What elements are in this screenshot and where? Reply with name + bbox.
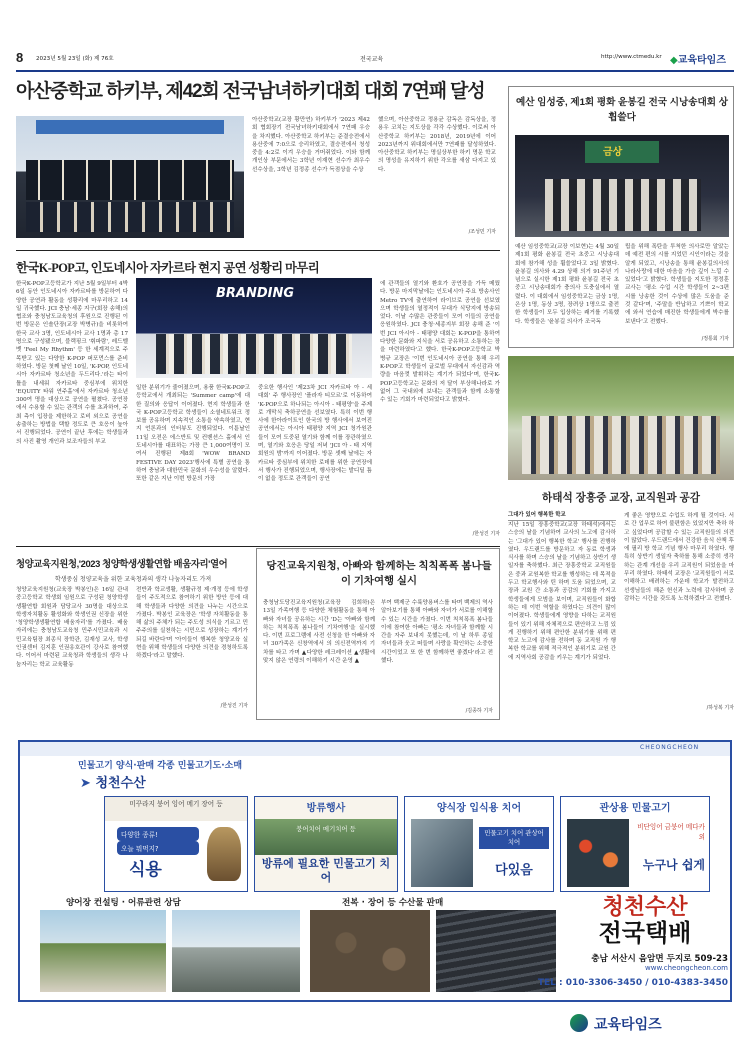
ad-box-fry bbox=[404, 796, 554, 892]
ad-phone[interactable]: TEL : 010-3306-3450 / 010-4383-3450 bbox=[537, 978, 728, 988]
article-title: 당진교육지원청, 아빠와 함께하는 칙칙폭폭 봄나들이 기차여행 실시 bbox=[266, 561, 492, 587]
article-title: 아산중학교 하키부, 제42회 전국남녀하키대회 대회 7연패 달성 bbox=[16, 81, 485, 102]
issue-date: 2023년 5월 23일 (화) 제 76호 bbox=[36, 56, 114, 62]
fish-icon: ➤ bbox=[80, 776, 91, 791]
box-main: 식용 bbox=[129, 860, 162, 880]
article-cheongyang bbox=[16, 552, 250, 720]
article-body-col2: 일한 분위기가 줄어졌으며, 용품 한국K-POP고등학교에서 개최되는 'Summer camp'에 대한 질의와 응답이 이어졌다. 현지 학생들과 한국 K-POP고등학교 학생들이 소셜네트워크 정보를 공유하며 지속적인 소통을 약속하였고, 현지 언론과의 인터뷰도 진행되었다. 이튿날인 11일 오전은 에스반트 및 컨벤션스 홀에서 인도네시아를 대표하는 가장 큰 1,000여명이 모여서 진행된 제8회 'WOW BRAND FESTIVE DAY 2023'행사에 특별 공연을 통하여 충남과 대한민국 문화의 우수성을 알렸다. 또한 같은 지난 이번 방문의 가장 bbox=[136, 385, 250, 483]
ad-box-release bbox=[254, 796, 398, 892]
page-header bbox=[16, 48, 734, 70]
box-sub: 민물고기 치어 관상어 치어 bbox=[479, 827, 549, 849]
article-body-col1: 충청남도당진교육지원청(교육장 김희하)은 13일 가족여행 등 다양한 체험활동을 통해 아빠와 자녀들 공유하는 시간 'D는 '아빠와 함께하는 칙칙폭폭 봄나들이 기차여행'을 실시했다. 이번 프로그램에 사전 신청을 한 아빠와 자녀 30가족은 신창역에서 의 의신전역까지 기차를 타고 가며 ▲다양한 레크레이션 ▲생활에 맞지 않은 연령의 이해하기 시간 운영 ▲ bbox=[263, 600, 375, 665]
box-main: 누구나 쉽게 bbox=[642, 858, 705, 872]
article-byline: /정통회 기자 bbox=[701, 336, 729, 342]
photo-sign: 금상 bbox=[603, 147, 623, 158]
ad-tagline: 민물고기 양식·판매 각종 민물고기도·소매 bbox=[78, 761, 243, 771]
box-badge: 오늘 뭐먹지? bbox=[117, 841, 199, 855]
ad-big-brand: 청천수산 bbox=[602, 895, 688, 920]
row-title: 전복 · 장어 등 수산물 판매 bbox=[342, 898, 444, 908]
article-byline: /김종하 기자 bbox=[465, 708, 493, 714]
article-byline: /하성복 기자 bbox=[706, 705, 734, 711]
contest-photo bbox=[515, 135, 729, 237]
article-byline: /한성진 기자 bbox=[472, 531, 500, 537]
footer-logo-text: 교육타임즈 bbox=[594, 1017, 662, 1033]
article-byline: /조성민 기자 bbox=[468, 229, 496, 235]
article-body-col2: 게 좋은 영향으로 수업도 하게 될 것이다. 서로 간 업무로 하여 불편함은 있었지만 축하 하고 싶었다며 공감할 수 있는 교직원들의 의견이 많았다. 우드랜드에서 건강한 음식 산책 후 에 필리 방 학교 기념 행사 마무리 하였다. 행 특히 상반기 생일자 축하를 통해 소중히 생각 하는 관계 개선을 우리 교직원이 되었음을 마무리 하였다. 하태석 교장은 '교직원들이 서로 이해하고 배려하는 가운데 학교가 발전하고 선생님들의 해준 헌신과 노력에 감사하며 공감하는 시간을 갖도록 노력하겠다'고 전했다. bbox=[624, 513, 734, 602]
box-badge: 다양한 종류! bbox=[117, 827, 199, 841]
pond-image bbox=[411, 819, 473, 887]
divider bbox=[16, 250, 500, 251]
article-subtitle: 그대가 있어 행복한 학교 bbox=[508, 510, 616, 521]
koi-image bbox=[567, 819, 629, 887]
logo-icon: ◆ bbox=[670, 55, 678, 66]
advertisement[interactable] bbox=[18, 740, 732, 1002]
kpop-photo: BRANDING bbox=[136, 278, 372, 378]
ad-box-ornamental bbox=[560, 796, 710, 892]
box-sub: 붕어치어 메기치어 등 bbox=[296, 825, 356, 833]
article-hockey bbox=[16, 76, 500, 244]
abalone-image bbox=[310, 910, 430, 992]
box-main: 방류에 필요한 민물고기 치어 bbox=[261, 857, 391, 884]
article-title: 청양교육지원청,'2023 청양학생생활연합 배움자리'열어 bbox=[16, 558, 228, 569]
box-title: 양식장 입식용 치어 bbox=[436, 803, 522, 814]
box-title: 미꾸라지 붕어 잉어 메기 장어 등 bbox=[105, 797, 247, 821]
header-rule bbox=[16, 70, 734, 72]
team-photo bbox=[16, 116, 244, 238]
article-body-col2: 전반과 학교생활, 생활규정 제·개정 등에 학생들이 주도적으로 참여하기 위한 방안 등에 대해 학생들과 다양한 의견을 나누는 시간으로 가졌다. 박봉인 교육장은 '학생 자치활동을 통해 삶의 주체가 되는 주도성 의식을 기르고 민주주의를 실천하는 시민으로 성장하는 계기가 되길 바란다'며 '아이들이 행복한 청양교육 실현을 위해 학생들의 다양한 의견을 경청하도록 하겠다'라고 말했다. bbox=[136, 587, 248, 660]
ad-consulting bbox=[40, 896, 300, 994]
page-number: 8 bbox=[16, 50, 24, 65]
article-body-col1: 아산중학교(교장 황만연) 하키부가 '2023 제42회 협회장기 전국남녀하키대회에서 7연패 우승을 차지했다. 아산중학교 하키부는 준결승전에서 용산중에 7:0으로 승리하였고, 결승전에서 청성중을 4:2로 이겨 우승을 거머쥐었다. 이와 함께 개인상 부문에서는 3학년 이재현 선수가 최우수 선수상을, 3학년 김정종 선수가 득점상을 수상 bbox=[252, 117, 370, 173]
ad-big-delivery: 전국택배 bbox=[598, 919, 692, 947]
article-body-col2: 부여 백제군 수륙양용버스를 타며 백제의 역사 알아보기를 통해 아빠와 자녀가 서로를 이해할 수 있는 시간을 가졌다. 이번 칙칙폭폭 봄나들이에 참여한 아빠는 '평소 자녀들과 함께할 시간을 자주 보내지 못했는데, 이 날 하루 종일 자녀들과 웃고 떠들며 사랑을 확인하는 소중한 시간이었고 또 한 번 함께하면 좋겠다'라고 전했다. bbox=[381, 600, 493, 665]
box-sub: 비단잉어 금붕어 메다카 외 bbox=[637, 823, 705, 841]
article-kpop bbox=[16, 254, 500, 540]
ad-box-edible bbox=[104, 796, 248, 892]
header-logo: ◆교육타임즈 bbox=[670, 55, 727, 66]
farm-image bbox=[40, 910, 166, 992]
ad-website[interactable]: www.cheongcheon.com bbox=[645, 964, 728, 972]
article-body-col3: 중요한 행사인 '제23차 JCI 자카르타 아 - 세 대회' 주 행사장인 '플라자 티모르'로 이동하여 'K-POP으로 하나되는 아시아 - 태평양'을 주제로 개막식 축하공연을 선보였다. 특히 이번 행사에 한아라이트인 한국의 방 행사에서 보여진 공연에서는 아시아 태평양 지역 JCI 청가원관들이 모여 도중된 열기와 함께 이를 장관하였으며, 열기와 호응은 당일 저녁 'JCI 아 - 태 지역 회원의 밤'까지 이어졌다. 방문 셋째 날에는 자카르타 중심부에 위치한 로데를 위한 공연장에서 행사가 진행되었으며, 행사장에는 발디딜 틈이 없을 정도로 관객들이 공연 bbox=[258, 385, 372, 483]
ad-brand-en: CHEONGCHEON bbox=[640, 744, 700, 751]
box-title: 관상용 민물고기 bbox=[599, 803, 671, 814]
article-dangjin bbox=[256, 548, 500, 720]
divider bbox=[16, 546, 500, 547]
ad-company: ➤ 청천수산 bbox=[80, 776, 146, 791]
fish-image bbox=[207, 827, 241, 881]
article-poetry bbox=[508, 86, 734, 348]
article-body-col1: 지난 15일 장흥중학교(교장 하태석)에서는 스승의 날을 기념하여 교사의 노고에 감사하는 '그대가 있어 행복한 학교' 행사를 진행하였다. 우드랜드를 방문하고 자 동료 학생과 식사를 하며 스승의 날을 기념하고 상반기 생일자를 축하했다. 최근 장흥중학교 교직원들은 중과 교원복한 학교를 행성하는 데 목적을 두고 학교행사와 틴 하며 도움 되었으며, 교장과 교원 간 소통과 공감의 기회를 가지고 학생들에게 모범을 보이며, 교직원들이 화합하는 데 이번 역할을 하였다는 의견이 많이 이어졌다. 학생들에게 영향을 다하는 교직원들이 있기 위해 자체적으로 편안하고 느낌 있게 진행하기 위해 편안한 분위기를 위해 편 학교 노고에 감사를 전하며 동 교직원 가 행복한 학교를 위해 적극적인 분위기로 교원 간에 지역사회 공감을 키우는 계기가 되었다. bbox=[508, 522, 616, 661]
article-jangheung bbox=[508, 356, 734, 716]
box-main: 다있음 bbox=[495, 863, 533, 878]
article-body-col4: 에 관객들의 열기와 환호가 공연장을 가득 메웠다. 방문 마지막날에는 인도네시아 주요 방송사인 Metro TV에 출연하여 라이브로 공연을 선보였으며 학생들의 열정적이 무대가 식당지에 방송되었다. 이날 수많은 관중들이 모여 이들의 공연을 응원하였다. JCI 충청·세종지부 회장 송해 준 '이번 JCI 아시아 - 태평양 대회는 K-POP을 통하여 다양한 문화와 지식을 서로 공유하고 소통하는 장을 마련하였다'고 했다. 한국K-POP고등학교 박병규 교장은 '이번 인도네시아 공연을 통해 우리 K-POP고 학생들이 글로벌 무대에서 자신감과 역량을 마음껏 발휘하는 계기가 되었다'며, 한국K-POP고등학교는 문화의 저 달이 부상해나라로 가 없어 그 국내외에 보내는 관객들과 함께 소통할 수 있는 기회가 마련되었다고 밝혔다. bbox=[380, 281, 500, 404]
article-body-col2: 립을 위해 폭탄을 투척한 의사로만 알았는데 예전 편의 시를 지었던 시인이라는 것을 알게 되었고, 시낭송을 통해 윤봉길의사의 나라사랑에 대한 마음을 가슴 깊이 느낄 수 있었다'고 밝혔다. 학생들을 지도한 정정훈 교사는 '평소 수업 시간 학생들이 2~3편 시를 낭송한 것이 수상에 많은 도움을 준 것 같다'며, '주말을 반납하고 기쁘이 학교에 와서 연습에 매진한 학생들에게 박수를 보낸다'고 전했다. bbox=[625, 244, 729, 325]
article-title: 하태석 장흥중 교장, 교직원과 공감 bbox=[542, 492, 700, 504]
row-title: 양어장 컨설팅 · 어류관련 상담 bbox=[66, 898, 181, 908]
ad-address: 충남 서산시 음암면 두지로 509-23 bbox=[591, 954, 728, 964]
logo-icon bbox=[570, 1014, 588, 1032]
section-name: 전국교육 bbox=[360, 56, 384, 63]
article-title: 예산 임성중, 제1회 평화 윤봉길 전국 시낭송대회 상 휩쓸다 bbox=[515, 97, 728, 123]
article-body-col1: 청양교육지원청(교육장 박봉인)은 16일 관내 중고등학교 학생회 임원으로 구성된 청양학생생활연합 회원과 담당교사 30명을 대상으로 학생자치활동 활성화와 학생인권 신장을 위한 '청양학생생활연합 배움자리'를 가졌다. 배움자리에는 충청남도교육청 민주시민교육과 시민교육팀장 최종식 장학관, 김재성 교사, 학생인권센터 김지훈 인권옹호관이 강사로 참여했다. 이어서 마련된 교육청과 학생들의 생각 나눔자리는 학교 교육활동 bbox=[16, 587, 128, 668]
article-body-col1: 예산 임성중학교(교장 이보현)는 4월 30일 제1회 평화 윤봉길 전국 초중고 시낭송대회에 참가해 성을 휩쓸었다고 3일 밝혔다. 윤봉길 의사와 4.29 상해 의거 91주년 기념으로 실시한 제1회 평화 윤봉길 전국 초중고 시낭송대회가 충의사 도충실에서 열렸다. 이 대회에서 임성중학교는 금상 1명, 은상 1명, 동상 3명, 장려상 1명으로 출전한 학생들이 모두 입상하는 쾌거를 기록했다. 학생들은 '윤봉길 의사가 조국독 bbox=[515, 244, 619, 325]
site-url[interactable]: http://www.ctmedu.kr bbox=[601, 54, 662, 60]
article-body-col1: 한국K-POP고등학교가 지난 5월 9일부터 4박 6일 동안 인도네시아 자카르타를 방문하여 다양한 공연과 활동을 성황리에 마무리하고 14일 귀국했다. JCI 충남·세종 지구(회장 송해)의 협조와 충청남도교육청의 후원으로 진행된 이번 방문은 인솔단장(교장 박병규)을 비롯하여 한국 교사 3명, 인도네시아 교사 1명과 총 17명으로 구성됐으며, 블랙핑크 '휘파람', 레드벨벳 'Feel My Rhythm' 등 한 세계적으로 주목받고 있는 다양한 K-POP 퍼포먼스를 준비하였다. 방문 첫째 날인 10일, 'K-POP, 인도네시아 자카르타 청소년을 두드리다.'라는 타이틀을 내세워 자카르타 중심부에 위치한 'EQUITY 타워 연주홀'에서 자카르타 청소년 300여 명을 대상으로 공연을 펼쳤다. 공연장에서 수용할 수 있는 관객의 수를 초과하여, 주최 측이 입장을 제한하고 로비 외으로 공연을 송출하는 방법을 택할 정도로 큰 호응이 높아서 진행되었다. 공연이 끝난 후에는 학생들과의 사진 촬영 개인과 보조자들의 부교 bbox=[16, 281, 128, 445]
article-byline: /한성진 기자 bbox=[220, 703, 248, 709]
staff-photo bbox=[508, 356, 734, 480]
facility-image bbox=[172, 910, 300, 992]
article-body-col2: 했으며, 아산중학교 정용균 감독은 감독상을, 정용우 코치는 지도상을 각각 수상했다. 이로써 아산중학교 하키부는 2018년, 2019년에 이어 2023년까지 위대회에서만 7연패를 달성하였다. 아산중학교 하키부는 명실상부한 하키 명문 학교의 명성을 유지하기 위한 각오를 새삼 다지고 있다. bbox=[378, 117, 496, 173]
article-subtitle: 학생중심 청양교육을 위한 교육청과의 생각 나눔자리도 가져 bbox=[54, 576, 212, 583]
box-title: 방류행사 bbox=[306, 803, 346, 814]
article-title: 한국K-POP고, 인도네시아 자카르타 현지 공연 성황리 마무리 bbox=[16, 261, 320, 275]
